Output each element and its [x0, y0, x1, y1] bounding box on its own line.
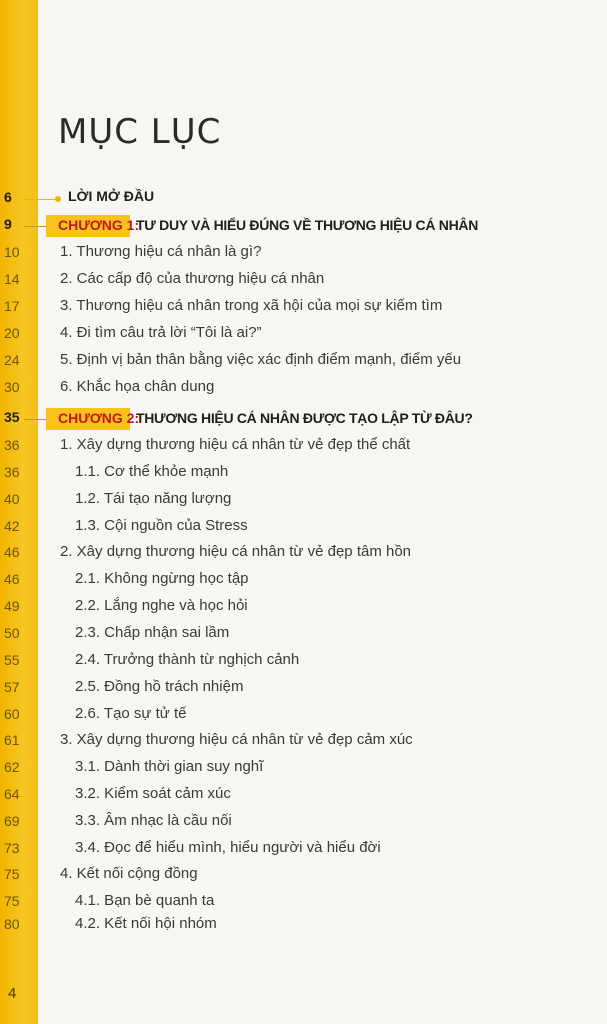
toc-item-label: 4. Kết nối cộng đồng — [60, 865, 198, 882]
toc-subitem[interactable] — [0, 488, 607, 514]
toc-subitem[interactable] — [0, 913, 607, 939]
toc-page-number: 64 — [4, 786, 20, 802]
toc-item-label: 2.6. Tạo sự tử tế — [75, 705, 187, 722]
toc-item-label: 4.2. Kết nối hội nhóm — [75, 915, 217, 932]
toc-page-number: 24 — [4, 352, 20, 368]
page-title: MỤC LỤC — [58, 112, 222, 152]
toc-subitem[interactable] — [0, 515, 607, 541]
toc-item-label: 2.3. Chấp nhận sai lầm — [75, 624, 230, 641]
toc-page-number: 10 — [4, 244, 20, 260]
toc-subitem[interactable] — [0, 622, 607, 648]
toc-item-label: 3.4. Đọc để hiểu mình, hiểu người và hiểu đời — [75, 839, 381, 856]
toc-item-label: 5. Định vị bản thân bằng việc xác định điểm mạnh, điểm yếu — [60, 351, 462, 368]
toc-item-label: 2.4. Trưởng thành từ nghịch cảnh — [75, 651, 300, 668]
toc-page-number: 46 — [4, 571, 20, 587]
toc-item-label: 6. Khắc họa chân dung — [60, 378, 215, 395]
leader-line — [24, 226, 48, 227]
toc-item[interactable] — [0, 376, 607, 402]
toc-page-number: 9 — [4, 216, 12, 232]
toc-page-number: 49 — [4, 598, 20, 614]
toc-page-number: 14 — [4, 271, 20, 287]
toc-page-number: 80 — [4, 916, 20, 932]
toc-page-number: 55 — [4, 652, 20, 668]
toc-subitem[interactable] — [0, 810, 607, 836]
toc-item-label: 1.1. Cơ thể khỏe mạnh — [75, 463, 229, 480]
toc-item-label: 2. Các cấp độ của thương hiệu cá nhân — [60, 270, 325, 287]
toc-item[interactable] — [0, 434, 607, 460]
toc-item-label: 3.2. Kiểm soát cảm xúc — [75, 785, 231, 802]
toc-item-label: 3.3. Âm nhạc là cầu nối — [75, 812, 232, 829]
toc-item-label: 2.5. Đồng hồ trách nhiệm — [75, 678, 244, 695]
toc-item[interactable] — [0, 268, 607, 294]
toc-intro-row[interactable] — [0, 186, 607, 212]
chapter-title: THƯƠNG HIỆU CÁ NHÂN ĐƯỢC TẠO LẬP TỪ ĐÂU? — [136, 410, 473, 426]
toc-page-number: 50 — [4, 625, 20, 641]
toc-page-number: 57 — [4, 679, 20, 695]
toc-subitem[interactable] — [0, 756, 607, 782]
toc-page-number: 75 — [4, 866, 20, 882]
toc-subitem[interactable] — [0, 837, 607, 863]
toc-subitem[interactable] — [0, 783, 607, 809]
toc-subitem[interactable] — [0, 568, 607, 594]
toc-item[interactable] — [0, 241, 607, 267]
toc-page-number: 40 — [4, 491, 20, 507]
page-folio-number: 4 — [8, 985, 17, 1002]
leader-line — [24, 419, 48, 420]
toc-item-label: 3.1. Dành thời gian suy nghĩ — [75, 758, 264, 775]
toc-subitem[interactable] — [0, 595, 607, 621]
toc-page-number: 36 — [4, 437, 20, 453]
toc-item-label: 1. Thương hiệu cá nhân là gì? — [60, 243, 262, 260]
toc-page-number: 36 — [4, 464, 20, 480]
chapter-number-label: CHƯƠNG 2: — [58, 410, 140, 426]
toc-item[interactable] — [0, 322, 607, 348]
toc-item[interactable] — [0, 295, 607, 321]
toc-item[interactable] — [0, 349, 607, 375]
toc-item-label: 2.2. Lắng nghe và học hỏi — [75, 597, 248, 614]
toc-page-number: 6 — [4, 189, 12, 205]
toc-intro-label: LỜI MỞ ĐẦU — [68, 188, 155, 204]
toc-item[interactable] — [0, 863, 607, 889]
chapter-number-label: CHƯƠNG 1: — [58, 217, 140, 233]
toc-chapter-row[interactable] — [0, 406, 607, 432]
toc-item-label: 3. Thương hiệu cá nhân trong xã hội của mọi sự kiếm tìm — [60, 297, 443, 314]
toc-page-number: 30 — [4, 379, 20, 395]
toc-page-number: 20 — [4, 325, 20, 341]
toc-item-label: 1. Xây dựng thương hiệu cá nhân từ vẻ đẹp thể chất — [60, 436, 411, 453]
toc-item-label: 2. Xây dựng thương hiệu cá nhân từ vẻ đẹp tâm hồn — [60, 543, 412, 560]
toc-subitem[interactable] — [0, 461, 607, 487]
toc-item-label: 3. Xây dựng thương hiệu cá nhân từ vẻ đẹp cảm xúc — [60, 731, 413, 748]
toc-page-number: 75 — [4, 893, 20, 909]
toc-item[interactable] — [0, 541, 607, 567]
toc-page-number: 17 — [4, 298, 20, 314]
toc-item-label: 2.1. Không ngừng học tập — [75, 570, 249, 587]
toc-subitem[interactable] — [0, 676, 607, 702]
toc-item-label: 4.1. Bạn bè quanh ta — [75, 892, 215, 909]
toc-chapter-row[interactable] — [0, 213, 607, 239]
toc-page-number: 60 — [4, 706, 20, 722]
toc-page-number: 62 — [4, 759, 20, 775]
toc-subitem[interactable] — [0, 703, 607, 729]
toc-item-label: 4. Đi tìm câu trả lời “Tôi là ai?” — [60, 324, 262, 341]
toc-item-label: 1.3. Cội nguồn của Stress — [75, 517, 248, 534]
toc-page-number: 61 — [4, 732, 20, 748]
bullet-dot-icon — [55, 196, 61, 202]
toc-subitem[interactable] — [0, 649, 607, 675]
toc-item[interactable] — [0, 729, 607, 755]
chapter-title: TƯ DUY VÀ HIỂU ĐÚNG VỀ THƯƠNG HIỆU CÁ NHÂN — [136, 217, 479, 233]
toc-item-label: 1.2. Tái tạo năng lượng — [75, 490, 232, 507]
toc-page-number: 42 — [4, 518, 20, 534]
toc-page-number: 35 — [4, 409, 20, 425]
toc-page-number: 73 — [4, 840, 20, 856]
toc-page-number: 46 — [4, 544, 20, 560]
toc-page-number: 69 — [4, 813, 20, 829]
